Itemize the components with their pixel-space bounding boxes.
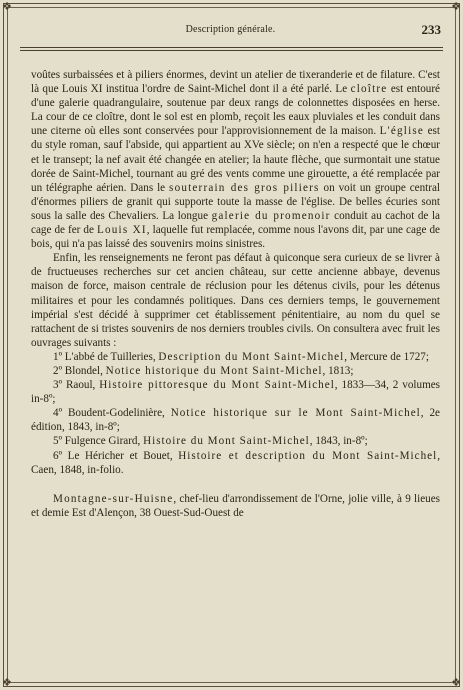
spaced-term: Montagne-sur-Huisne	[53, 492, 174, 505]
reference-item	[31, 449, 440, 477]
text-run: est du style roman, sauf l'abside, qui appartient au XVe siècle; on n'en a respecté que le chœur et le transept; la nef avait été changée en atelier; la haute flèche, que surmontait une statue dorée de Saint-Michel, tournant au gré des vents comme une girouette, a été remplacée par un télégraphe aérien. Dans le	[31, 125, 440, 194]
reference-details: , 1843, in-8º;	[309, 435, 368, 448]
reference-author: 1º L'abbé de Tuilleries,	[53, 350, 159, 363]
reference-title: Notice historique sur le Mont Saint-Michel	[170, 407, 421, 420]
text-run: est entouré d'une galerie quadrangulaire, soutenue par deux rangs de colonnettes disposées en herse. La cour de ce cloître, dont le sol est en plomb, reçoit les eaux pluviales et les conduit dans une citerne où elles sont conservées pour l'approvisionnement de la maison.	[31, 83, 440, 138]
paragraph	[31, 492, 440, 520]
spaced-term: L'église	[379, 125, 425, 138]
reference-details: , 2e édition, 1843, in-8º;	[31, 407, 440, 434]
running-header	[20, 24, 441, 40]
reference-title: Histoire pittoresque du Mont Saint-Michel	[99, 379, 335, 392]
reference-item	[31, 378, 440, 406]
reference-title: Histoire du Mont Saint-Michel	[143, 435, 310, 448]
running-title: Description générale.	[185, 24, 276, 35]
reference-title: Notice historique du Mont Saint-Michel	[105, 364, 323, 377]
spaced-term: Louis XI	[97, 224, 147, 237]
corner-ornament-icon: ❖	[451, 0, 461, 13]
page-number: 233	[421, 22, 441, 37]
reference-list	[31, 350, 440, 477]
reference-details: , 1813;	[322, 364, 354, 377]
reference-author: 6º Le Héricher et Bouet,	[53, 449, 179, 462]
spaced-term: galerie du promenoir	[211, 209, 331, 222]
corner-ornament-icon: ❖	[2, 0, 12, 13]
reference-details: , Caen, 1848, in-folio.	[31, 449, 440, 476]
paragraph: Enfin, les renseignements ne feront pas défaut à quiconque sera curieux de se livrer à de fructueuses recherches sur cet ancien château, sur cette ancienne abbaye, devenus maison de force, maison centrale de réclusion pour les détenus civils, pour les détenus militaires et pour les condamnés politiques. Dans ces derniers temps, le gouvernement impérial s'est décidé à supprimer cet établissement pénitentiaire, au nom du quel se rattachent de si tristes souvenirs de nos derniers troubles civils. On consultera avec fruit les ouvrages suivants :	[31, 252, 440, 349]
header-rule	[20, 47, 443, 48]
text-run: voûtes surbaissées et à piliers énormes, devint un atelier de tixeranderie et de filature. C'est là que Louis XI institua l'ordre de Saint-Michel dont il a été parlé. Le	[31, 69, 440, 96]
paragraph	[31, 68, 440, 251]
reference-item	[31, 350, 440, 364]
reference-item	[31, 406, 440, 434]
reference-author: 4º Boudent-Godelinière,	[53, 407, 171, 420]
spaced-term: cloître	[350, 83, 388, 96]
reference-author: 5º Fulgence Girard,	[53, 435, 144, 448]
header-rule	[20, 50, 443, 51]
text-run: on voit un groupe central d'énormes piliers de granit qui supporte toute la masse de l'église. De belles écuries sont sous la salle des Chevaliers. La longue	[31, 181, 441, 222]
reference-author: 3º Raoul,	[53, 379, 100, 392]
corner-ornament-icon: ❖	[2, 676, 12, 689]
text-run: , laquelle fut remplacée, comme nous l'avons dit, par une cage de bois, qui n'a pas laissé des souvenirs moins sinistres.	[31, 224, 440, 251]
reference-title: Description du Mont Saint-Michel	[158, 350, 345, 363]
reference-author: 2º Blondel,	[53, 364, 106, 377]
corner-ornament-icon: ❖	[451, 676, 461, 689]
reference-details: , 1833—34, 2 volumes in-8º;	[31, 379, 441, 406]
reference-title: Histoire et description du Mont Saint-Michel	[178, 449, 438, 462]
page-body	[31, 68, 440, 670]
reference-details: , Mercure de 1727;	[344, 350, 429, 363]
spaced-term: souterrain des gros piliers	[169, 181, 320, 194]
text-run: , chef-lieu d'arrondissement de l'Orne, jolie ville, à 9 lieues et demie Est d'Alençon, 38 Ouest-Sud-Ouest de	[31, 492, 440, 519]
reference-item	[31, 364, 440, 378]
text-run: conduit au cachot de la cage de fer de	[31, 209, 440, 237]
reference-item	[31, 434, 440, 448]
